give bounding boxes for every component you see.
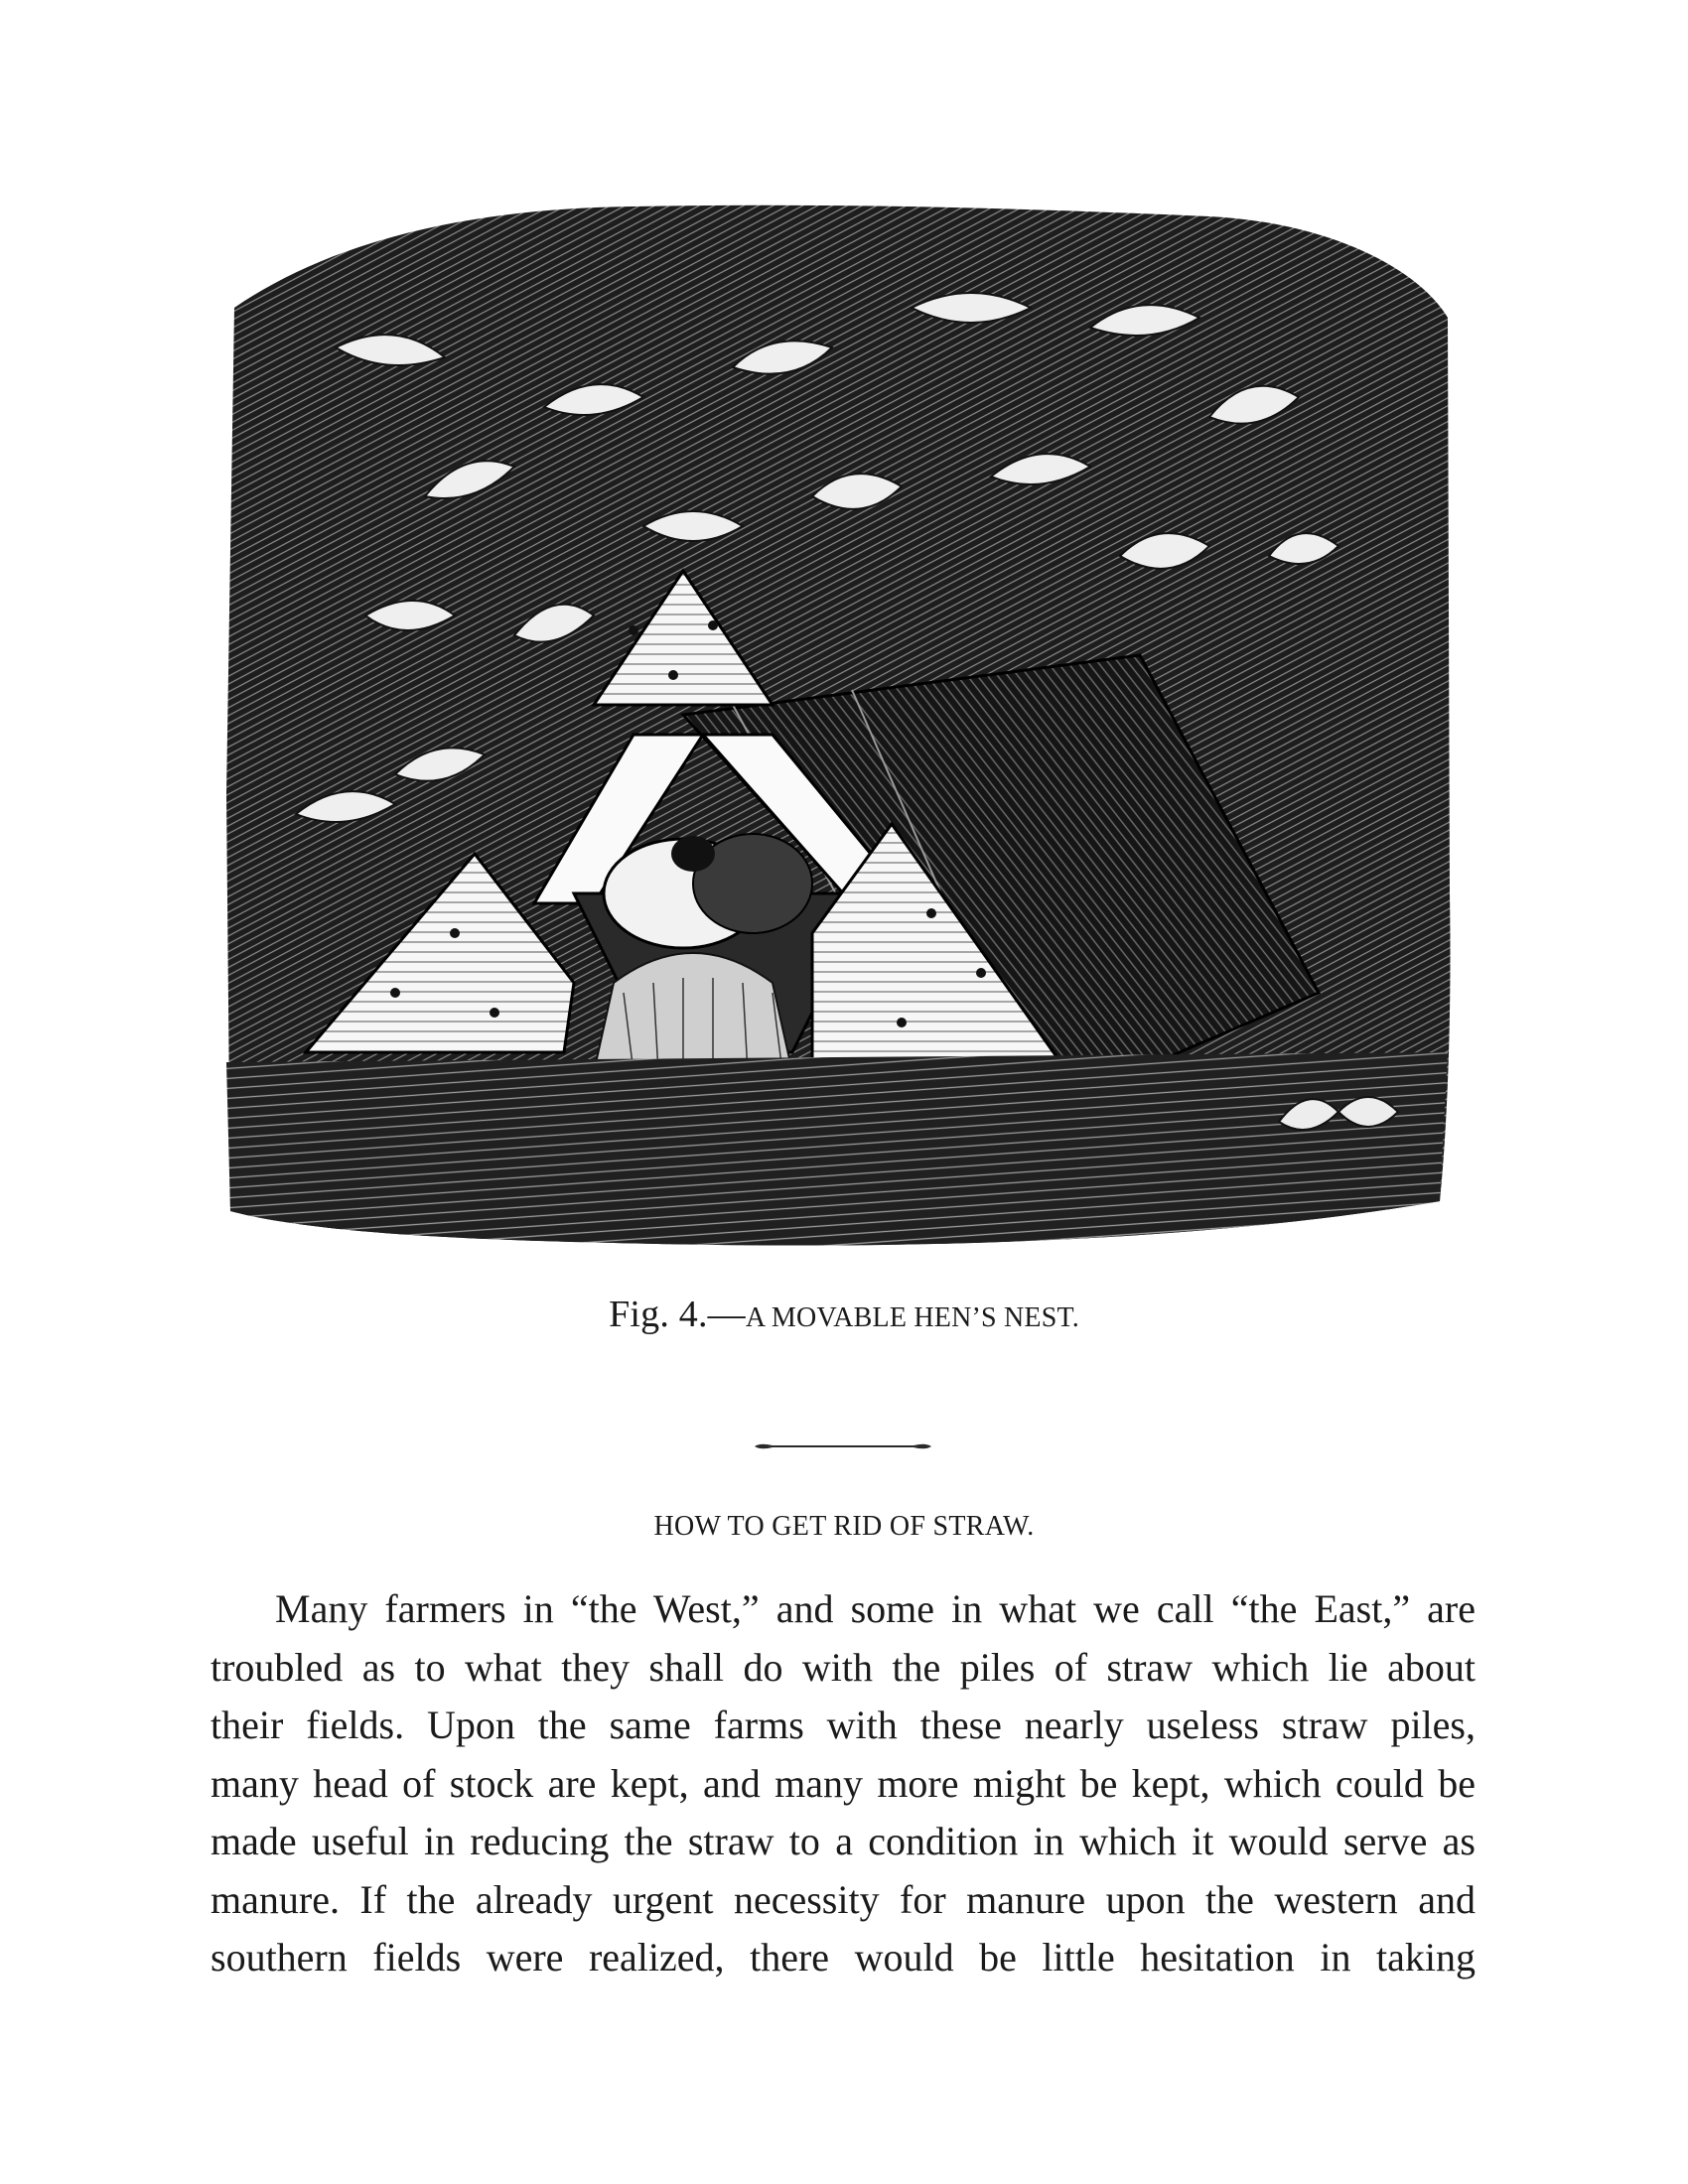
- paragraph-line: manure. If the already urgent necessity for manure upon the western and: [211, 1876, 1476, 1922]
- figure-number: Fig. 4.—: [609, 1294, 746, 1335]
- section-heading: HOW TO GET RID OF STRAW.: [653, 1511, 1035, 1542]
- paragraph-line: their fields. Upon the same farms with these nearly useless straw piles,: [211, 1703, 1476, 1747]
- figure-caption: [0, 1293, 1688, 1336]
- paragraph-line: troubled as to what they shall do with the piles of straw which lie about: [211, 1644, 1476, 1690]
- figure-title: A MOVABLE HEN’S NEST.: [745, 1302, 1079, 1333]
- paragraph-line: Many farmers in “the West,” and some in what we call “the East,” are: [275, 1586, 1476, 1631]
- section-divider: [753, 1441, 933, 1451]
- body-paragraph: [211, 1580, 1476, 1987]
- paragraph-line: many head of stock are kept, and many more might be kept, which could be: [211, 1760, 1476, 1806]
- hen-nest-illustration: [216, 199, 1470, 1259]
- paragraph-line: made useful in reducing the straw to a condition in which it would serve as: [211, 1819, 1476, 1863]
- engraving-image: [216, 199, 1470, 1259]
- paragraph-line: southern fields were realized, there would be little hesitation in taking: [211, 1935, 1476, 1979]
